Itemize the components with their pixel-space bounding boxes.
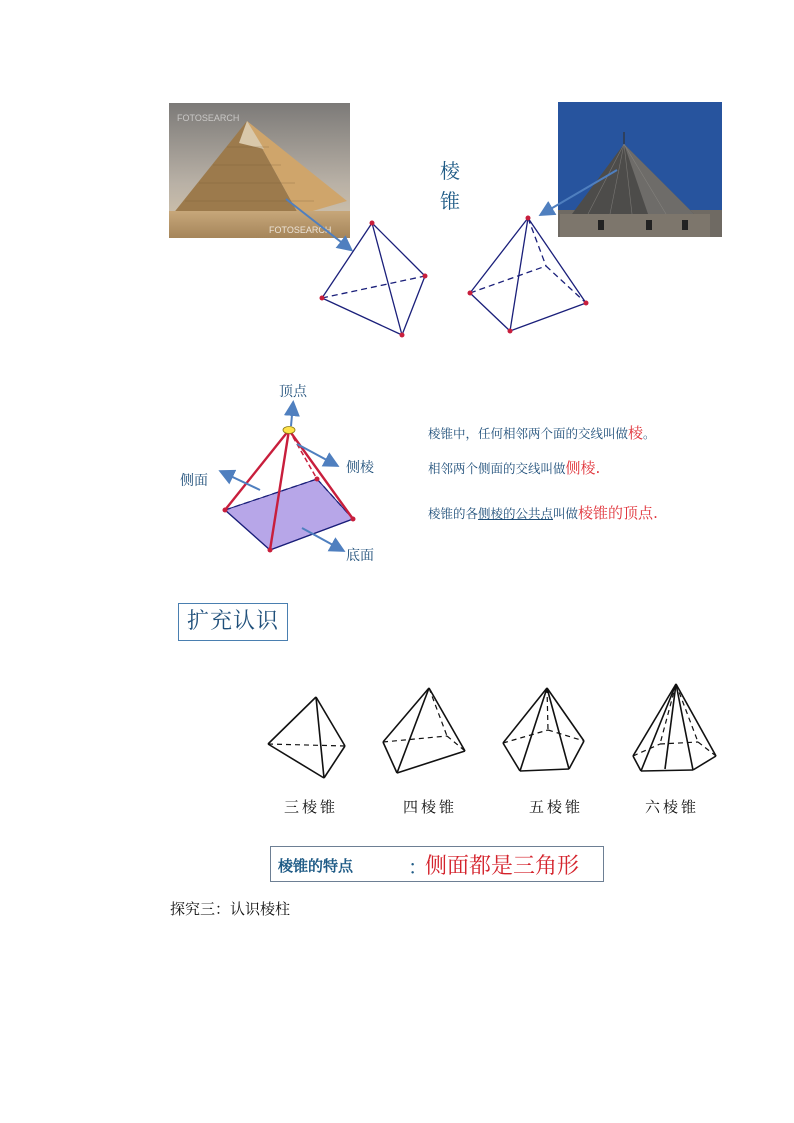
- photo-arrow-left: [286, 199, 350, 249]
- feature-box: [270, 846, 604, 882]
- title-char-2: 锥: [440, 189, 460, 213]
- lateral-face-label: 侧面: [180, 473, 208, 489]
- base-face: [225, 479, 353, 550]
- lateral-edge-label: 侧棱: [346, 460, 374, 476]
- caption-pentagonal: 五棱锥: [529, 798, 584, 816]
- triangular-pyramid: [268, 697, 345, 778]
- feature-value: 侧面都是三角形: [425, 854, 580, 879]
- pentagonal-pyramid: [503, 688, 584, 771]
- caption-triangular: 三棱锥: [284, 798, 339, 816]
- square-pyramid-diagram: [470, 218, 586, 331]
- next-section-heading: 探究三：认识棱柱: [170, 900, 291, 918]
- feature-colon: ：: [408, 855, 428, 879]
- definition-lateral-edge: 相邻两个侧面的交线叫做侧棱.: [428, 459, 601, 477]
- hexagonal-pyramid: [633, 684, 716, 771]
- top-wireframes: [0, 0, 794, 360]
- watermark-1: FOTOSEARCH: [177, 113, 240, 123]
- term-lateral-edge: 侧棱: [565, 459, 596, 477]
- photo-arrow-right: [542, 170, 617, 214]
- labeled-pyramid-diagram: [0, 360, 794, 590]
- term-edge: 棱: [628, 424, 644, 442]
- feature-key: 棱锥的特点: [278, 857, 354, 875]
- underlined-phrase: 侧棱的公共点: [478, 506, 554, 521]
- watermark-2: FOTOSEARCH: [269, 225, 332, 235]
- caption-quadrangular: 四棱锥: [403, 798, 458, 816]
- expand-section-title: 扩充认识: [178, 603, 288, 641]
- base-label: 底面: [346, 548, 374, 564]
- pyramid-types-row: [0, 670, 794, 790]
- term-apex: 棱锥的顶点: [578, 504, 654, 522]
- title-char-1: 棱: [440, 159, 460, 183]
- definition-edge: 棱锥中，任何相邻两个面的交线叫做棱。: [428, 424, 656, 442]
- apex-marker: [283, 427, 295, 434]
- apex-label: 顶点: [279, 384, 307, 400]
- quadrangular-pyramid: [383, 688, 465, 773]
- definition-apex: 棱锥的各侧棱的公共点叫做棱锥的顶点.: [428, 504, 658, 522]
- caption-hexagonal: 六棱锥: [645, 798, 700, 816]
